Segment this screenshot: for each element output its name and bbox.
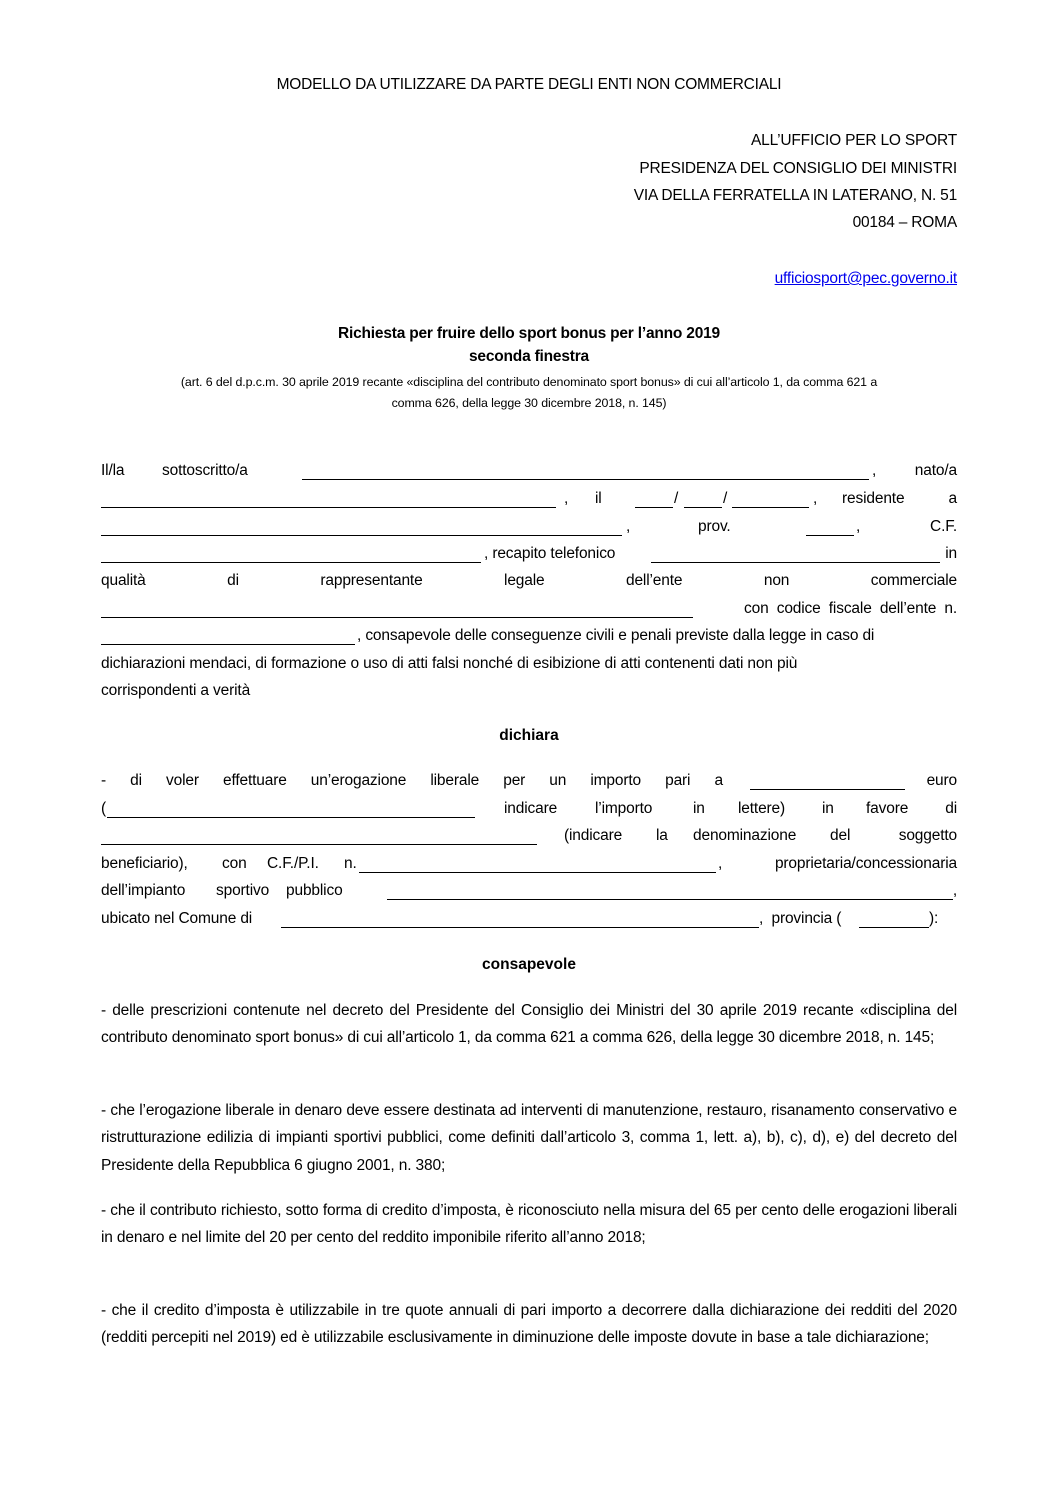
label-euro: euro [926, 772, 957, 789]
close-paren: ): [929, 910, 939, 927]
word: un’erogazione [310, 772, 407, 789]
comma: , [856, 518, 861, 535]
word: proprietaria/concessionaria [774, 855, 957, 872]
declare-line-5 [101, 882, 957, 909]
recipient-email-link[interactable]: ufficiosport@pec.governo.it [774, 270, 957, 287]
aware-paragraph-4: - che il credito d’imposta è utilizzabile in tre quote annuali di pari importo a decorrere dalla dichiarazione dei redditi del 2020 (redditi percepiti nel 2019) ed è utilizzabile esclusivamente in diminuzione delle imposte dovute in base a tale dichiarazione; [101, 1302, 957, 1347]
word: effettuare [222, 772, 287, 789]
recipient-line-3: VIA DELLA FERRATELLA IN LATERANO, N. 51 [633, 187, 957, 204]
word: liberale [430, 772, 480, 789]
text-line: dichiarazioni mendaci, di formazione o uso di atti falsi nonché di esibizione di atti contenenti dati non più [101, 655, 798, 672]
word: indicare [504, 800, 558, 817]
form-line-6 [101, 600, 957, 627]
aware-paragraph-1: - delle prescrizioni contenute nel decreto del Presidente del Consiglio dei Ministri del 30 aprile 2019 recante «disciplina del contributo denominato sport bonus» di cui all’articolo 1, da comma 621 a comma 626, della legge 30 dicembre 2018, n. 145; [101, 1002, 957, 1047]
label-codice-fiscale-ente: con codice fiscale dell’ente n. [744, 600, 957, 617]
label-comune: ubicato nel Comune di [101, 910, 253, 927]
word: per [503, 772, 526, 789]
word: voler [166, 772, 199, 789]
word: beneficiario), [101, 855, 188, 872]
word: n. [344, 855, 357, 872]
word: pari [665, 772, 691, 789]
word: sportivo [216, 882, 270, 899]
comma: , [564, 490, 569, 507]
word: pubblico [286, 882, 343, 899]
date-slash: / [674, 490, 679, 507]
comma: , [626, 518, 631, 535]
declare-line-3 [101, 827, 957, 854]
form-line-5 [101, 572, 957, 599]
request-subtitle: seconda finestra [469, 348, 589, 365]
word: a [714, 772, 723, 789]
word: in [693, 800, 705, 817]
label-prov: prov. [698, 518, 731, 535]
label-il-la: Il/la [101, 462, 125, 479]
word: denominazione [693, 827, 797, 844]
word: favore [866, 800, 909, 817]
aware-paragraph-2: - che l’erogazione liberale in denaro deve essere destinata ad interventi di manutenzione, restauro, risanamento conservativo e ristrutturazione edilizia di impianti sportivi pubblici, come definiti dall’articolo 3, comma 1, lett. a), b), c), d), e) del decreto del Presidente della Repubblica 6 giugno 2001, n. 380; [101, 1102, 957, 1174]
word: non [763, 572, 790, 589]
word: qualità [101, 572, 146, 589]
heading-consapevole: consapevole [482, 956, 576, 973]
comma: , [872, 462, 877, 479]
word: di [227, 572, 239, 589]
word: del [830, 827, 851, 844]
word: (indicare [564, 827, 623, 844]
text-line: corrispondenti a verità [101, 682, 251, 699]
word: dell’impianto [101, 882, 186, 899]
comma: , [952, 882, 957, 899]
form-line-7 [101, 627, 957, 654]
label-residente: residente [842, 490, 905, 507]
recipient-line-1: ALL’UFFICIO PER LO SPORT [751, 132, 957, 149]
form-line-8 [101, 655, 957, 682]
word: in [822, 800, 834, 817]
word: commerciale [870, 572, 957, 589]
request-note-line-1: (art. 6 del d.p.c.m. 30 aprile 2019 recante «disciplina del contributo denominato sport bonus» di cui all’articolo 1, da comma 621 a [180, 375, 878, 389]
label-provincia: , provincia ( [759, 910, 842, 927]
declare-line-6 [101, 910, 957, 937]
word: legale [504, 572, 545, 589]
form-line-4 [101, 545, 957, 572]
label-a: a [948, 490, 957, 507]
word: di [945, 800, 957, 817]
form-line-2 [101, 490, 957, 517]
label-nato: nato/a [914, 462, 957, 479]
label-sottoscritto: sottoscritto/a [162, 462, 248, 479]
date-slash: / [723, 490, 728, 507]
word: C.F./P.I. [267, 855, 319, 872]
word: l’importo [595, 800, 653, 817]
word: di [130, 772, 142, 789]
comma: , [718, 855, 723, 872]
label-cf: C.F. [930, 518, 957, 535]
request-note-line-2: comma 626, della legge 30 dicembre 2018, n. 145) [391, 396, 667, 410]
word: soggetto [898, 827, 957, 844]
form-line-1 [101, 462, 957, 489]
request-title: Richiesta per fruire dello sport bonus per l’anno 2019 [338, 325, 720, 342]
declare-line-2 [101, 800, 957, 827]
aware-paragraph-3: - che il contributo richiesto, sotto forma di credito d’imposta, è riconosciuto nella misura del 65 per cento delle erogazioni liberali in denaro e nel limite del 20 per cento del reddito imponibile riferito all’anno 2018; [101, 1202, 957, 1247]
document-title: MODELLO DA UTILIZZARE DA PARTE DEGLI ENTI NON COMMERCIALI [276, 76, 782, 93]
form-line-3 [101, 518, 957, 545]
heading-dichiara: dichiara [499, 727, 559, 744]
label-il: il [595, 490, 602, 507]
open-paren: ( [101, 800, 107, 817]
word: rappresentante [320, 572, 423, 589]
word: un [549, 772, 567, 789]
recipient-line-2: PRESIDENZA DEL CONSIGLIO DEI MINISTRI [639, 160, 957, 177]
comma: , [813, 490, 818, 507]
word: la [656, 827, 668, 844]
label-recapito-telefonico: , recapito telefonico [484, 545, 616, 562]
word: dell’ente [625, 572, 683, 589]
label-consapevole: , consapevole delle conseguenze civili e penali previste dalla legge in caso di [357, 627, 875, 644]
form-line-9 [101, 682, 957, 709]
recipient-line-4: 00184 – ROMA [852, 214, 957, 231]
declare-line-1 [101, 772, 957, 799]
word: con [222, 855, 247, 872]
word: lettere) [738, 800, 786, 817]
declare-line-4 [101, 855, 957, 882]
word: importo [590, 772, 641, 789]
word: - [101, 772, 107, 789]
label-in: in [945, 545, 957, 562]
